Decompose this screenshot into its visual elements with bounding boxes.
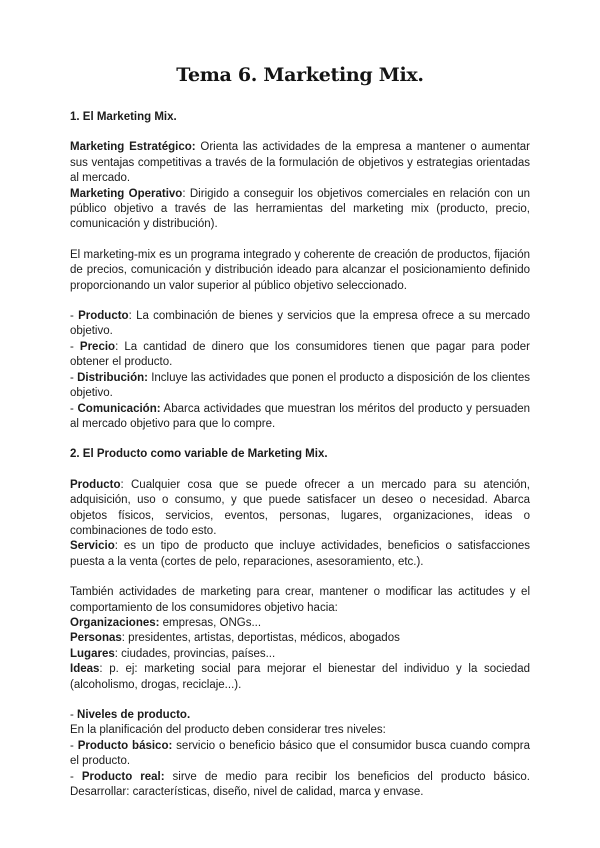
paragraph: Marketing Operativo: Dirigido a conseguir los objetivos comerciales en relación con un público objetivo a través de las herramientas del marketing mix (producto, precio, comunicación y distribución). bbox=[70, 187, 530, 231]
paragraph: Ideas: p. ej: marketing social para mejorar el bienestar del individuo y la sociedad (alcoholismo, drogas, reciclaje...). bbox=[70, 663, 530, 691]
paragraph: Organizaciones: empresas, ONGs... bbox=[70, 616, 262, 629]
paragraph: - Producto real: sirve de medio para recibir los beneficios del producto básico. Desarrollar: características, diseño, nivel de calidad, marca y envase. bbox=[70, 770, 530, 799]
section-heading bbox=[70, 447, 530, 462]
text-block bbox=[70, 248, 530, 294]
paragraph: Personas: presidentes, artistas, deportistas, médicos, abogados bbox=[70, 632, 400, 645]
paragraph: También actividades de marketing para crear, mantener o modificar las actitudes y el comportamiento de los consumidores objetivo hacia: bbox=[70, 586, 530, 614]
text-block bbox=[70, 478, 530, 570]
text-block bbox=[70, 585, 530, 693]
section-heading bbox=[70, 110, 530, 125]
paragraph: - Distribución: Incluye las actividades que ponen el producto a disposición de los clientes objetivo. bbox=[70, 371, 531, 400]
paragraph: 2. El Producto como variable de Marketing Mix. bbox=[70, 448, 328, 461]
paragraph: El marketing-mix es un programa integrado y coherente de creación de productos, fijación de precios, comunicación y distribución ideado para alcanzar el posicionamiento definido proporcionando un valor superior al público objetivo seleccionado. bbox=[70, 248, 530, 292]
paragraph: - Precio: La cantidad de dinero que los consumidores tienen que pagar para poder obtener el producto. bbox=[70, 340, 530, 369]
text-block bbox=[70, 140, 530, 232]
paragraph: - Producto: La combinación de bienes y servicios que la empresa ofrece a su mercado objetivo. bbox=[70, 310, 530, 338]
paragraph: - Niveles de producto. bbox=[70, 709, 191, 721]
document-title: Tema 6. Marketing Mix. bbox=[176, 64, 424, 86]
paragraph: Producto: Cualquier cosa que se puede ofrecer a un mercado para su atención, adquisición, uso o consumo, y que puede satisfacer un deseo o necesidad. Abarca objetos físicos, servicios, eventos, personas, lugares, organizaciones, ideas o combinaciones de todo esto. bbox=[70, 478, 530, 537]
paragraph: En la planificación del producto deben considerar tres niveles: bbox=[70, 724, 386, 737]
paragraph: - Producto básico: servicio o beneficio básico que el consumidor busca cuando compra el producto. bbox=[70, 739, 530, 768]
paragraph: Lugares: ciudades, provincias, países... bbox=[70, 647, 276, 660]
paragraph: - Comunicación: Abarca actividades que muestran los méritos del producto y persuaden al mercado objetivo para que lo compre. bbox=[70, 402, 531, 430]
paragraph: Servicio: es un tipo de producto que incluye actividades, beneficios o satisfacciones puesta a la venta (cortes de pelo, reparaciones, asesoramiento, etc.). bbox=[70, 540, 530, 568]
document-body bbox=[70, 110, 530, 800]
paragraph: 1. El Marketing Mix. bbox=[70, 111, 177, 123]
paragraph: Marketing Estratégico: Orienta las actividades de la empresa a mantener o aumentar sus ventajas competitivas a través de la formulación de objetivos y estrategias orientadas al mercado. bbox=[70, 141, 530, 185]
text-block bbox=[70, 309, 530, 432]
text-block bbox=[70, 708, 530, 800]
